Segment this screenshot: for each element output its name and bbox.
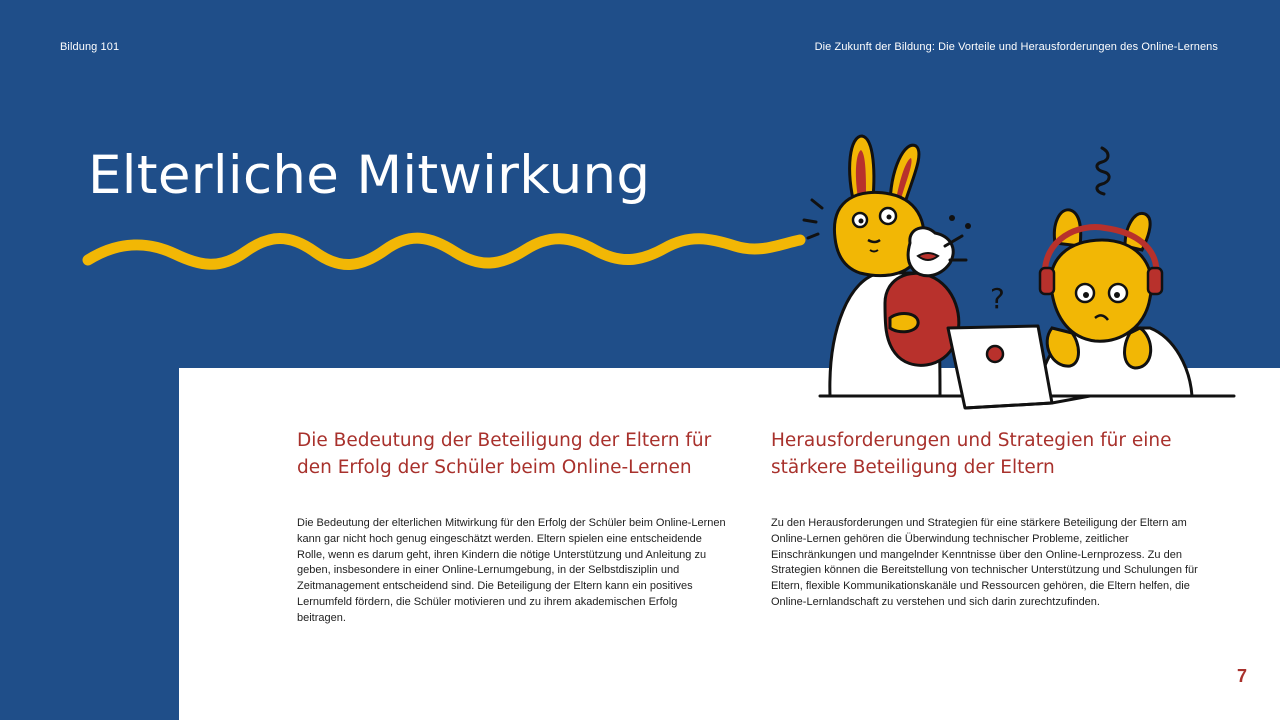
column-1-body: Die Bedeutung der elterlichen Mitwirkung für den Erfolg der Schüler beim Online-Lernen kann gar nicht hoch genug eingeschätzt werden. Eltern spielen eine entscheidende Rolle, wenn es darum geht, ihren Kindern die nötige Unterstützung und Anleitung zu geben, insbesondere in einer Online-Lernumgebung, in der Selbstdisziplin und Zeitmanagement entscheidend sind. Die Beteiligung der Eltern kann ein positives Lernumfeld fördern, die Schüler motivieren und zu ihrem akademischen Erfolg beitragen. (297, 517, 726, 624)
header-left-label: Bildung 101 (60, 41, 120, 53)
column-1-heading: Die Bedeutung der Beteiligung der Eltern für den Erfolg der Schüler beim Online-Lernen (297, 430, 712, 478)
svg-text:?: ? (990, 282, 1005, 315)
column-2-heading: Herausforderungen und Strategien für eine stärkere Beteiligung der Eltern (771, 430, 1172, 478)
yellow-squiggle-decoration (80, 228, 810, 278)
header-right-label: Die Zukunft der Bildung: Die Vorteile und Herausforderungen des Online-Lernens (814, 41, 1218, 53)
page-title: Elterliche Mitwirkung (88, 145, 651, 206)
rabbit-parents-laptop-illustration (790, 128, 1240, 413)
column-2-body: Zu den Herausforderungen und Strategien für eine stärkere Beteiligung der Eltern am Online-Lernen gehören die Überwindung technischer Probleme, zeitlicher Einschränkungen und mangelnder Kenntnisse über den Online-Lernprozess. Zu den Strategien können die Bereitstellung von technischer Unterstützung und Schulungen für Eltern, flexible Kommunikationskanäle und Ressourcen gehören, die Eltern helfen, die Online-Lernlandschaft zu verstehen und sich darin zurechtzufinden. (771, 517, 1198, 608)
page-number: 7 (1236, 666, 1247, 686)
